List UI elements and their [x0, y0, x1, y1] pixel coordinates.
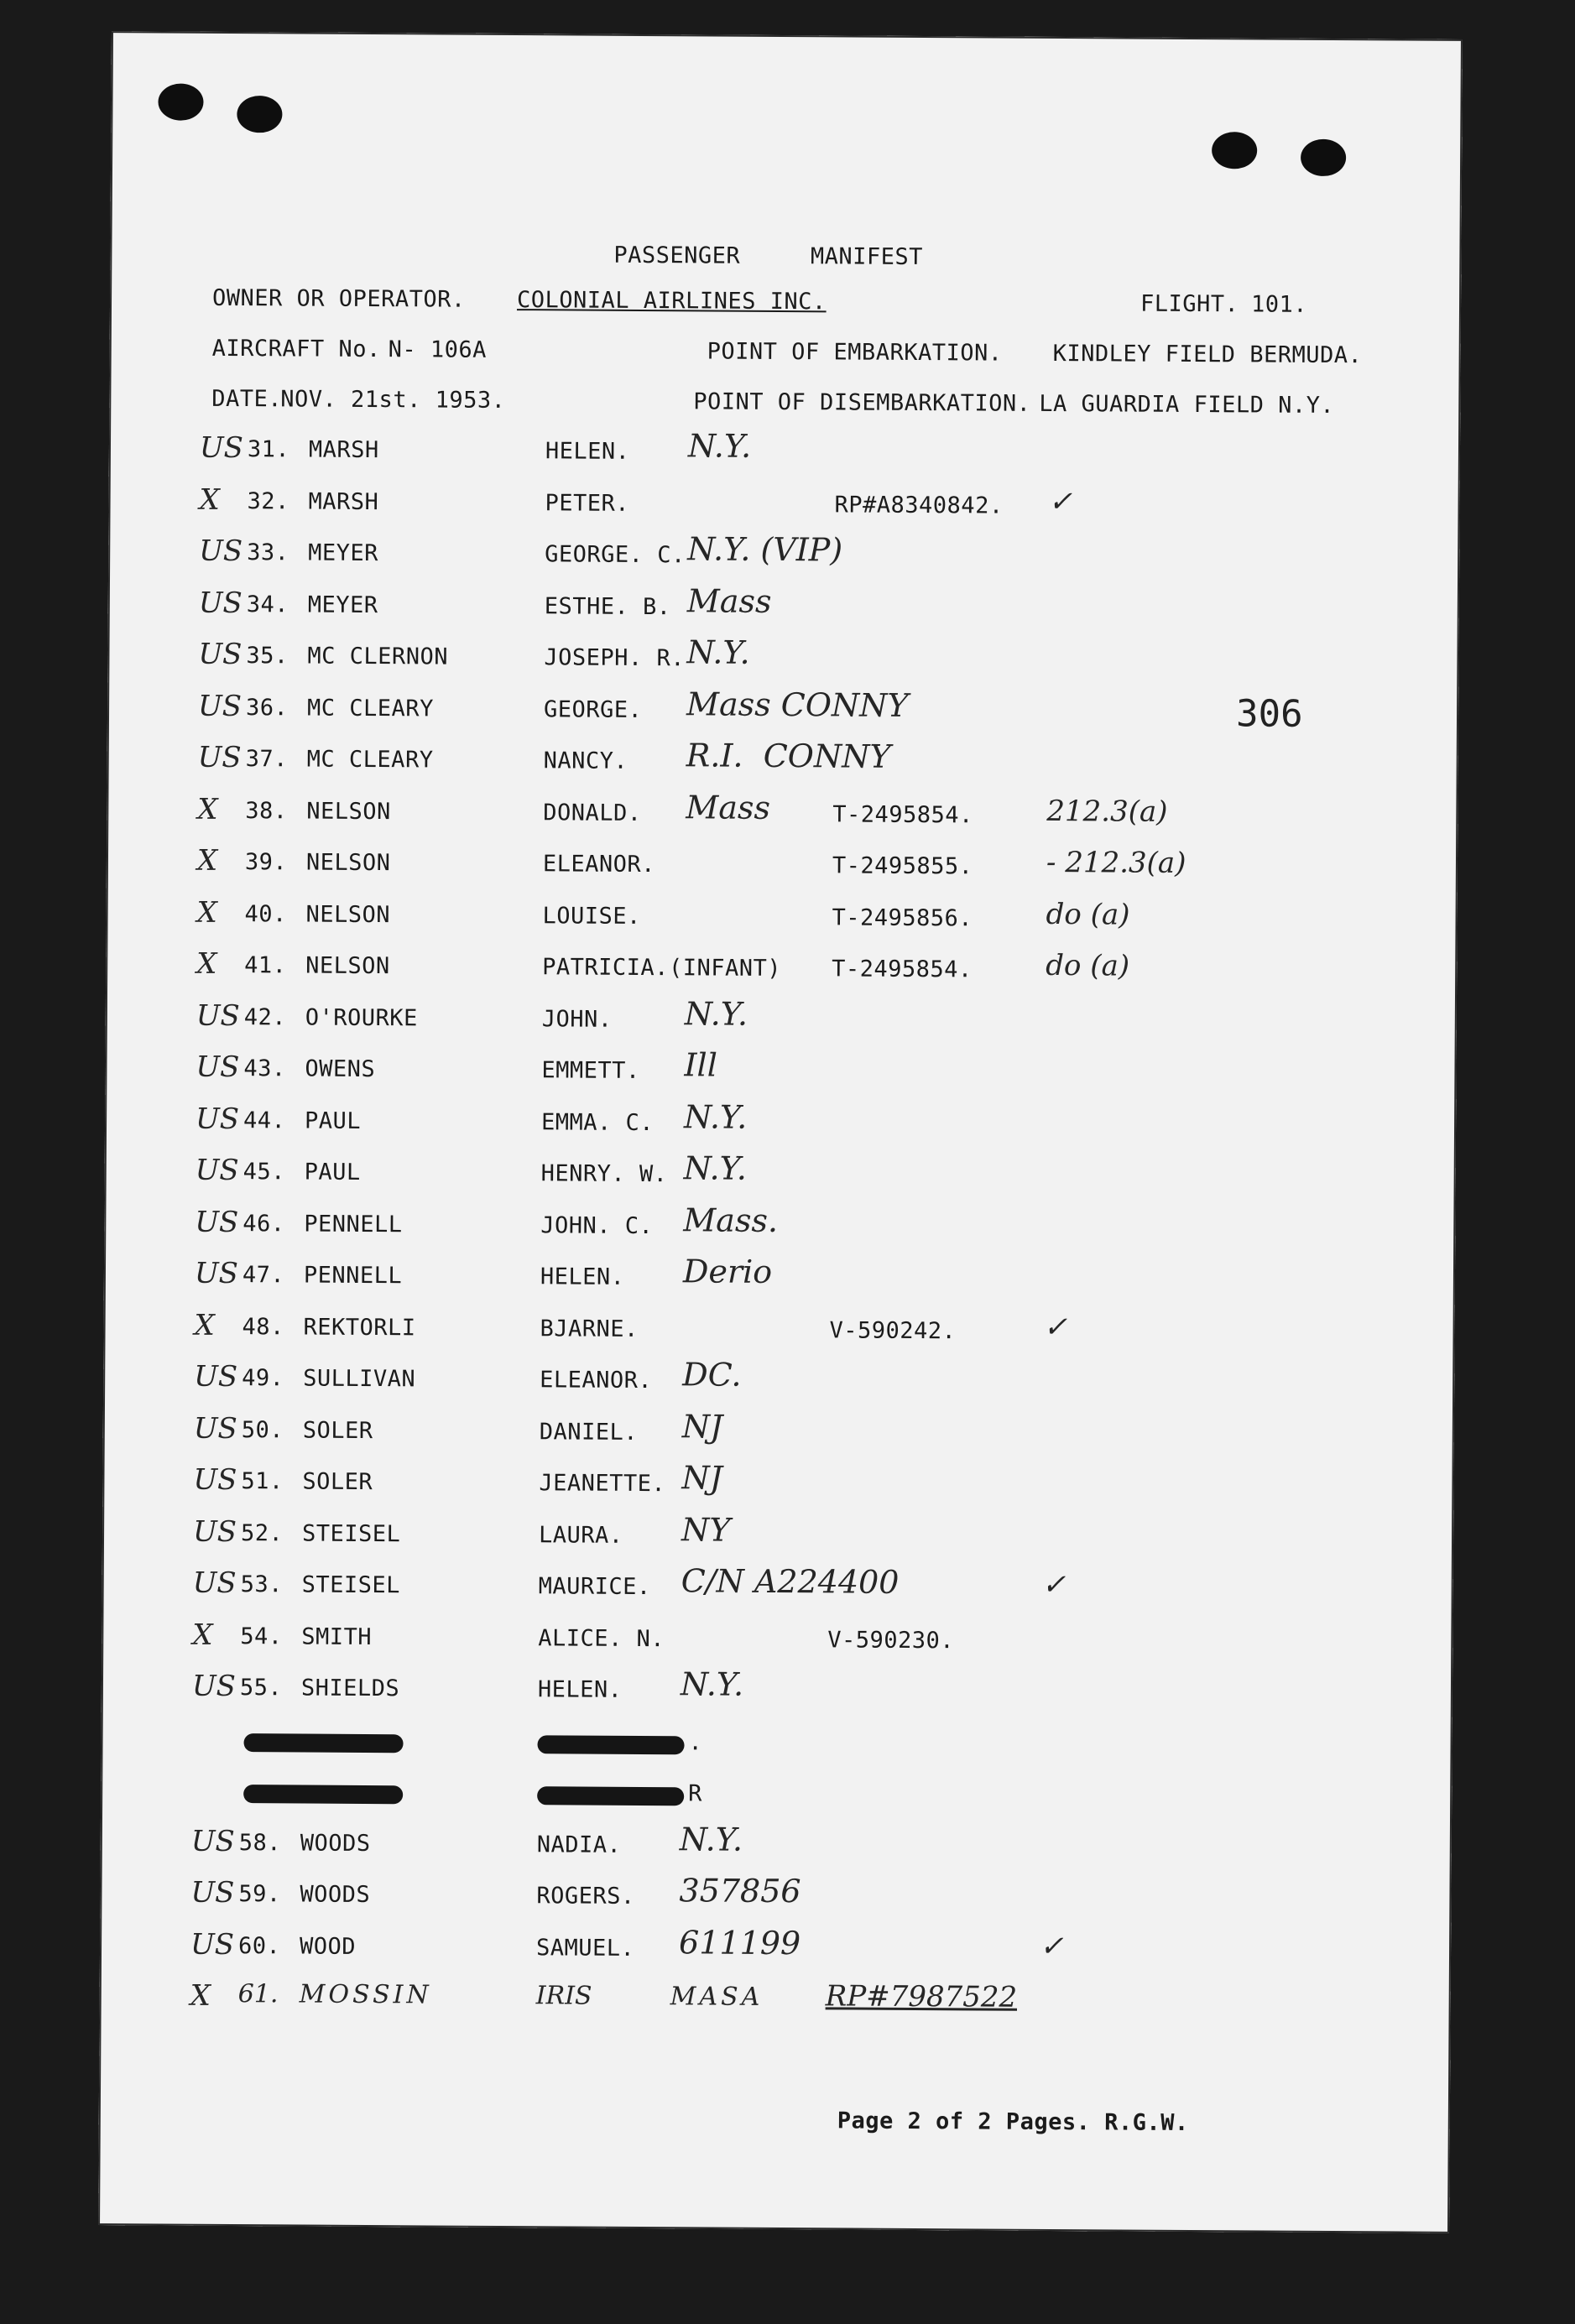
aircraft-value: N- 106A — [388, 336, 488, 363]
passenger-number: 58. — [238, 1829, 282, 1856]
status-mark: US — [190, 1824, 235, 1858]
passenger-surname: MOSSIN — [299, 1979, 432, 2010]
passenger-row — [106, 946, 1457, 1010]
passenger-surname: SOLER — [302, 1468, 373, 1496]
passenger-row — [108, 581, 1459, 649]
handwritten-annotation: - 212.3(a) — [1046, 845, 1186, 880]
flight-value: 101. — [1250, 291, 1308, 318]
document-reference: RP#7987522 — [825, 1979, 1018, 2014]
status-mark: X — [196, 843, 218, 878]
handwritten-note: Mass CONNY — [686, 685, 909, 724]
status-mark: X — [194, 1308, 215, 1342]
handwritten-note: R.I. CONNY — [686, 737, 891, 775]
passenger-number: 40. — [244, 900, 287, 927]
flight-label: FLIGHT. — [1140, 290, 1239, 318]
passenger-row — [103, 1407, 1454, 1475]
passenger-given-name: IRIS — [535, 1981, 592, 2011]
status-mark: US — [197, 740, 242, 775]
redacted-row-tail: R — [688, 1780, 703, 1807]
redaction-bar — [243, 1733, 403, 1753]
punch-hole-left-2 — [237, 96, 282, 133]
status-mark: US — [195, 1153, 239, 1188]
passenger-number: 52. — [240, 1519, 284, 1546]
passenger-surname: STEISEL — [301, 1571, 401, 1599]
passenger-given-name: MAURICE. — [538, 1573, 651, 1601]
status-mark: US — [190, 1875, 235, 1910]
passenger-surname: PENNELL — [304, 1211, 403, 1238]
margin-page-number: 306 — [1235, 692, 1303, 736]
passenger-surname: SOLER — [302, 1417, 373, 1444]
punch-hole-left-1 — [158, 83, 203, 120]
handwritten-annotation: do (a) — [1046, 897, 1130, 932]
manifest-page — [98, 31, 1463, 2233]
passenger-number: 49. — [242, 1365, 284, 1392]
passenger-number: 36. — [245, 694, 289, 721]
passenger-surname: REKTORLI — [303, 1314, 416, 1341]
passenger-surname: SHIELDS — [300, 1675, 400, 1702]
owner-value: COLONIAL AIRLINES INC. — [516, 287, 827, 315]
passenger-number: 41. — [244, 952, 287, 979]
passenger-given-name: LOUISE. — [542, 902, 641, 930]
aircraft-label: AIRCRAFT No. — [211, 335, 381, 363]
passenger-surname: PAUL — [304, 1159, 361, 1185]
passenger-given-name: NANCY. — [543, 748, 628, 774]
handwritten-note: N.Y. — [684, 994, 748, 1033]
status-mark: X — [196, 946, 217, 981]
handwritten-note: MASA — [670, 1982, 764, 2012]
status-mark: US — [192, 1566, 237, 1601]
passenger-given-name: HELEN. — [545, 438, 630, 465]
punch-hole-right-1 — [1212, 132, 1257, 169]
passenger-number: 34. — [246, 591, 289, 617]
status-mark: US — [199, 534, 243, 569]
passenger-given-name: EMMETT. — [541, 1057, 640, 1084]
passenger-number: 37. — [245, 746, 289, 773]
passenger-given-name: ROGERS. — [536, 1883, 635, 1910]
handwritten-annotation: ✓ — [1043, 1310, 1068, 1344]
handwritten-note: C/N A224400 — [681, 1562, 900, 1601]
document-reference: V-590242. — [829, 1316, 957, 1344]
punch-hole-right-2 — [1301, 139, 1346, 176]
passenger-given-name: PETER. — [545, 489, 630, 517]
passenger-surname: NELSON — [305, 849, 391, 877]
passenger-number: 44. — [243, 1107, 286, 1133]
handwritten-row — [99, 1978, 1450, 2042]
passenger-given-name: LAURA. — [538, 1521, 623, 1549]
handwritten-note: 611199 — [678, 1923, 801, 1962]
status-mark: US — [197, 689, 243, 723]
passenger-surname: O'ROURKE — [305, 1004, 418, 1031]
handwritten-note: Mass — [686, 788, 771, 826]
handwritten-note: N.Y. — [683, 1097, 748, 1136]
passenger-given-name: EMMA. C. — [540, 1108, 655, 1136]
passenger-given-name: BJARNE. — [540, 1315, 639, 1342]
handwritten-note: 357856 — [679, 1872, 801, 1910]
passenger-given-name: ESTHE. B. — [544, 592, 671, 620]
passenger-number: 32. — [247, 487, 289, 514]
passenger-surname: MARSH — [308, 436, 379, 464]
embark-label: POINT OF EMBARKATION. — [707, 338, 1003, 367]
passenger-given-name: DONALD. — [543, 799, 642, 826]
status-mark: X — [199, 482, 220, 517]
document-reference: T-2495854. — [832, 800, 973, 828]
status-mark: US — [198, 637, 243, 672]
passenger-row — [106, 895, 1457, 959]
status-mark: US — [190, 1927, 235, 1962]
passenger-given-name: GEORGE. — [543, 696, 643, 723]
passenger-row — [109, 427, 1460, 494]
status-mark: US — [195, 1102, 240, 1136]
passenger-number: 61. — [237, 1979, 279, 2009]
passenger-row — [108, 530, 1459, 597]
passenger-number: 47. — [242, 1262, 285, 1289]
handwritten-note: N.Y. (VIP) — [687, 530, 843, 569]
passenger-surname: MC CLERNON — [307, 643, 449, 670]
passenger-row — [102, 1665, 1452, 1733]
passenger-row — [103, 1308, 1454, 1372]
passenger-surname: PAUL — [304, 1107, 362, 1134]
date-value: NOV. 21st. 1953. — [280, 386, 506, 414]
passenger-given-name: JEANETTE. — [539, 1470, 666, 1498]
passenger-row — [104, 1253, 1455, 1320]
handwritten-note: Mass. — [683, 1201, 779, 1239]
passenger-row — [102, 1618, 1452, 1681]
handwritten-note: Ill — [684, 1046, 717, 1084]
passenger-surname: NELSON — [305, 901, 391, 928]
passenger-number: 33. — [247, 539, 289, 566]
handwritten-annotation: ✓ — [1041, 1567, 1067, 1602]
passenger-number: 43. — [243, 1055, 286, 1082]
passenger-number: 46. — [243, 1210, 285, 1237]
passenger-given-name: HENRY. W. — [540, 1160, 668, 1188]
passenger-surname: MARSH — [308, 488, 379, 515]
passenger-given-name: JOHN. — [541, 1005, 613, 1033]
handwritten-note: Derio — [682, 1253, 773, 1290]
passenger-surname: WOODS — [300, 1881, 371, 1909]
passenger-surname: MC CLEARY — [306, 695, 434, 722]
passenger-given-name: GEORGE. C. — [545, 541, 686, 569]
handwritten-note: NJ — [681, 1407, 723, 1446]
passenger-number: 53. — [240, 1571, 284, 1598]
passenger-row — [107, 737, 1458, 804]
status-mark: US — [195, 1205, 239, 1239]
passenger-surname: PENNELL — [303, 1262, 403, 1290]
manifest-title: PASSENGER MANIFEST — [613, 242, 924, 271]
status-mark: US — [198, 586, 243, 620]
handwritten-annotation: do (a) — [1046, 948, 1130, 983]
passenger-number: 35. — [246, 643, 289, 670]
status-mark: X — [190, 1978, 211, 2013]
status-mark: X — [197, 792, 218, 826]
passenger-number: 45. — [243, 1159, 286, 1185]
passenger-row — [104, 1201, 1455, 1269]
passenger-given-name: PATRICIA.(INFANT) — [542, 954, 782, 982]
redaction-bar — [243, 1785, 403, 1804]
document-reference: RP#A8340842. — [834, 491, 1004, 519]
disembark-label: POINT OF DISEMBARKATION. — [693, 388, 1031, 417]
passenger-surname: MC CLEARY — [306, 746, 434, 774]
passenger-row — [104, 1149, 1455, 1217]
owner-label: OWNER OR OPERATOR. — [211, 284, 466, 313]
passenger-row — [102, 1562, 1452, 1629]
passenger-given-name: DANIEL. — [539, 1418, 639, 1446]
handwritten-note: Mass — [686, 581, 772, 620]
handwritten-annotation: ✓ — [1048, 484, 1073, 518]
passenger-row — [102, 1459, 1453, 1526]
passenger-given-name: SAMUEL. — [535, 1934, 635, 1962]
passenger-surname: STEISEL — [301, 1520, 401, 1547]
passenger-given-name: ELEANOR. — [542, 851, 656, 878]
passenger-surname: MEYER — [308, 539, 379, 567]
passenger-number: 38. — [245, 797, 288, 824]
passenger-surname: SULLIVAN — [303, 1365, 416, 1393]
date-label: DATE. — [211, 385, 283, 413]
handwritten-note: N.Y. — [680, 1665, 744, 1703]
status-mark: US — [196, 1050, 240, 1085]
passenger-surname: NELSON — [306, 798, 391, 825]
handwritten-note: N.Y. — [686, 633, 750, 671]
passenger-number: 55. — [239, 1675, 283, 1701]
passenger-number: 42. — [243, 1003, 287, 1030]
footer-page-note: Page 2 of 2 Pages. R.G.W. — [837, 2108, 1189, 2136]
passenger-number: 31. — [247, 436, 290, 463]
status-mark: US — [196, 998, 240, 1033]
passenger-row — [106, 994, 1457, 1062]
passenger-surname: SMITH — [301, 1623, 373, 1650]
passenger-row — [105, 1046, 1456, 1113]
passenger-number: 48. — [242, 1313, 284, 1340]
handwritten-note: NJ — [681, 1459, 723, 1497]
status-mark: US — [193, 1462, 237, 1498]
passenger-given-name: JOHN. C. — [540, 1212, 654, 1239]
document-reference: T-2495855. — [832, 852, 973, 880]
passenger-surname: OWENS — [305, 1055, 376, 1083]
status-mark: X — [192, 1618, 213, 1652]
passenger-given-name: JOSEPH. R. — [544, 644, 686, 672]
passenger-surname: NELSON — [305, 952, 390, 980]
status-mark: US — [192, 1514, 237, 1549]
passenger-row — [105, 1097, 1456, 1165]
redacted-row — [101, 1777, 1452, 1836]
passenger-number: 51. — [241, 1468, 284, 1495]
disembark-value: LA GUARDIA FIELD N.Y. — [1039, 390, 1335, 419]
redaction-bar — [537, 1735, 684, 1754]
passenger-row — [103, 1356, 1454, 1423]
handwritten-note: DC. — [682, 1356, 742, 1394]
embark-value: KINDLEY FIELD BERMUDA. — [1052, 340, 1363, 369]
document-reference: V-590230. — [827, 1626, 955, 1654]
status-mark: US — [199, 430, 244, 466]
passenger-number: 59. — [238, 1881, 281, 1908]
passenger-given-name: NADIA. — [536, 1831, 622, 1858]
redaction-bar — [537, 1786, 684, 1806]
status-mark: US — [194, 1359, 238, 1394]
passenger-given-name: ALICE. N. — [538, 1624, 665, 1652]
handwritten-note: NY — [681, 1510, 731, 1549]
redacted-row — [101, 1726, 1452, 1785]
passenger-number: 60. — [237, 1932, 281, 1959]
document-reference: T-2495854. — [832, 956, 973, 983]
handwritten-note: N.Y. — [683, 1149, 748, 1187]
passenger-number: 39. — [244, 849, 288, 876]
handwritten-annotation: 212.3(a) — [1046, 794, 1168, 829]
handwritten-annotation: ✓ — [1039, 1929, 1064, 1963]
handwritten-note: N.Y. — [687, 427, 752, 465]
status-mark: US — [191, 1669, 237, 1704]
redacted-row-tail: . — [688, 1728, 703, 1755]
passenger-row — [107, 788, 1458, 856]
handwritten-note: N.Y. — [679, 1820, 743, 1858]
passenger-given-name: HELEN. — [540, 1264, 625, 1290]
document-reference: T-2495856. — [832, 904, 973, 931]
status-mark: US — [193, 1411, 237, 1446]
passenger-row — [107, 843, 1458, 907]
passenger-given-name: HELEN. — [537, 1676, 623, 1703]
passenger-given-name: ELEANOR. — [540, 1367, 653, 1394]
passenger-surname: WOOD — [299, 1933, 357, 1960]
status-mark: X — [196, 895, 217, 930]
passenger-surname: MEYER — [307, 591, 378, 618]
passenger-number: 50. — [241, 1416, 284, 1443]
status-mark: US — [194, 1256, 239, 1291]
passenger-surname: WOODS — [300, 1830, 371, 1857]
passenger-number: 54. — [240, 1623, 283, 1649]
